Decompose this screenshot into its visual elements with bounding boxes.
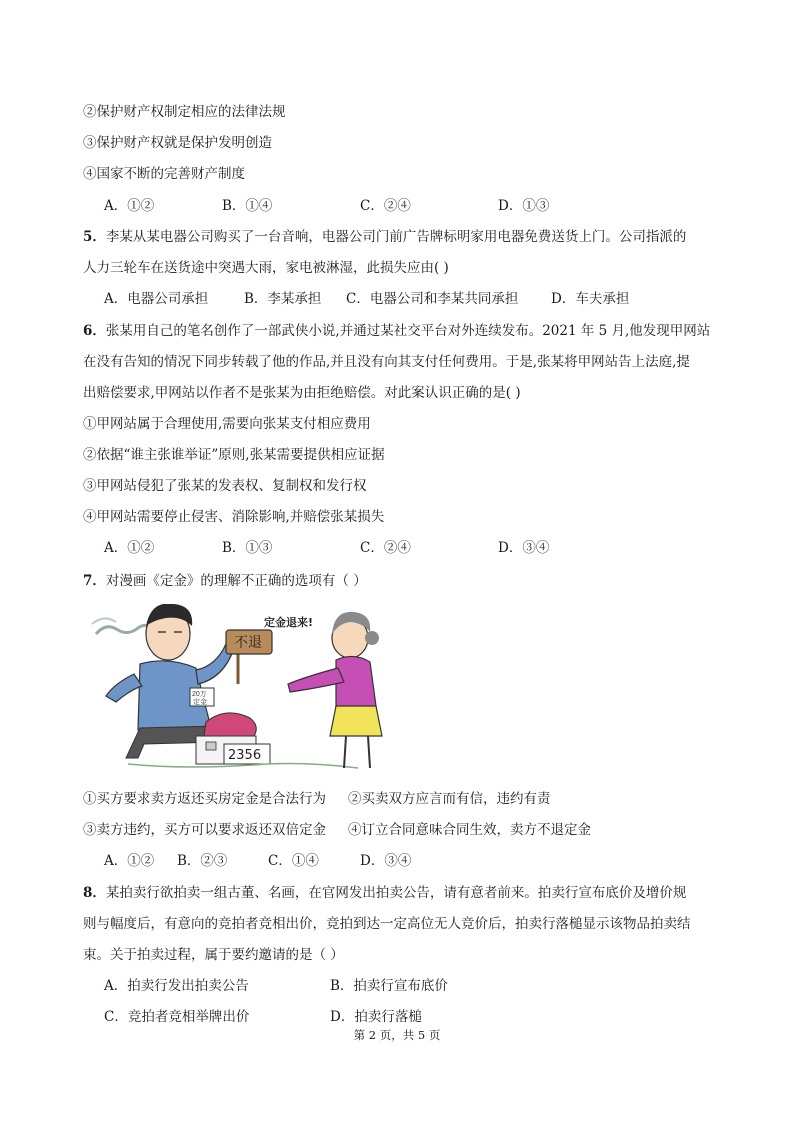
sign-text: 不退 bbox=[234, 635, 262, 651]
q6-option-a: A．①② bbox=[104, 540, 155, 556]
q6-option-c: C．②④ bbox=[360, 540, 411, 556]
question-8-line-3: 束。关于拍卖过程，属于要约邀请的是（ ） bbox=[83, 947, 344, 963]
q6-option-b: B．①③ bbox=[222, 540, 273, 556]
page-footer: 第 2 页，共 5 页 bbox=[353, 1028, 441, 1042]
q7-item-2: ②买卖双方应言而有信，违约有责 bbox=[348, 791, 551, 807]
badge-text-2: 定金 bbox=[193, 699, 207, 706]
question-7-number: 7． bbox=[83, 573, 106, 589]
q7-option-b: B．②③ bbox=[177, 853, 228, 869]
cushion bbox=[204, 713, 256, 736]
q7-option-a: A．①② bbox=[104, 853, 155, 869]
prev-option-d: D．①③ bbox=[498, 198, 550, 214]
box-label-text: 2356 bbox=[228, 748, 262, 763]
q7-items-row-2 bbox=[83, 821, 591, 839]
question-5-number: 5． bbox=[83, 229, 106, 245]
q6-option-d: D．③④ bbox=[498, 540, 550, 556]
smoke-icon bbox=[96, 625, 154, 634]
q7-item-4: ④订立合同意味合同生效，卖方不退定金 bbox=[348, 822, 591, 838]
question-8-line-1 bbox=[83, 884, 686, 902]
q7-items-row-1 bbox=[83, 790, 551, 808]
q8-option-a: A．拍卖行发出拍卖公告 bbox=[104, 978, 249, 994]
question-6-text-1: 张某用自己的笔名创作了一部武侠小说,并通过某社交平台对外连续发布。2021 年 5 月,他发现甲网站 bbox=[105, 323, 711, 339]
q5-option-c: C．电器公司和李某共同承担 bbox=[346, 291, 519, 307]
q5-option-d: D．车夫承担 bbox=[551, 291, 630, 307]
q7-item-3: ③卖方违约，买方可以要求返还双倍定金 bbox=[83, 822, 326, 838]
q5-option-a: A．电器公司承担 bbox=[104, 291, 209, 307]
question-6-line-2: 在没有告知的情况下同步转载了他的作品,并且没有向其支付任何费用。于是,张某将甲网站告上法庭,提 bbox=[83, 354, 690, 370]
question-6-line-3: 出赔偿要求,甲网站以作者不是张某为由拒绝赔偿。对此案认识正确的是( ) bbox=[83, 385, 521, 401]
q6-item-2: ②依据“谁主张谁举证”原则,张某需要提供相应证据 bbox=[83, 447, 385, 463]
q6-item-1: ①甲网站属于合理使用,需要向张某支付相应费用 bbox=[83, 416, 371, 432]
prev-item-3: ③保护财产权就是保护发明创造 bbox=[83, 135, 272, 151]
question-6-number: 6． bbox=[83, 323, 106, 339]
question-8-number: 8． bbox=[83, 885, 106, 901]
question-6-line-1 bbox=[83, 322, 710, 340]
q6-item-3: ③甲网站侵犯了张某的发表权、复制权和发行权 bbox=[83, 478, 367, 494]
prev-option-b: B．①④ bbox=[222, 198, 273, 214]
question-8-text-1: 某拍卖行欲拍卖一组古董、名画，在官网发出拍卖公告，请有意者前来。拍卖行宣布底价及增价规 bbox=[105, 885, 687, 901]
q7-option-d: D．③④ bbox=[360, 853, 412, 869]
question-5-line-2: 人力三轮车在送货途中突遇大雨，家电被淋湿，此损失应由( ) bbox=[83, 260, 449, 276]
q8-option-d: D．拍卖行落槌 bbox=[330, 1009, 422, 1025]
q8-option-b: B．拍卖行宣布底价 bbox=[330, 978, 448, 994]
q7-item-1: ①买方要求卖方返还买房定金是合法行为 bbox=[83, 791, 326, 807]
question-7-text-1: 对漫画《定金》的理解不正确的选项有（ ） bbox=[105, 573, 367, 589]
q6-item-4: ④甲网站需要停止侵害、消除影响,并赔偿张某损失 bbox=[83, 509, 385, 525]
question-5-text-1: 李某从某电器公司购买了一台音响，电器公司门前广告牌标明家用电器免费送货上门。公司指派的 bbox=[105, 229, 687, 245]
woman-skirt bbox=[330, 706, 382, 736]
prev-item-2: ②保护财产权制定相应的法律法规 bbox=[83, 104, 286, 120]
question-8-line-2: 则与幅度后，有意向的竞拍者竞相出价，竞拍到达一定高位无人竞价后，拍卖行落槌显示该物品拍卖结 bbox=[83, 916, 691, 932]
question-5-line-1 bbox=[83, 228, 686, 246]
prev-option-a: A．①② bbox=[104, 198, 155, 214]
q5-option-b: B．李某承担 bbox=[244, 291, 322, 307]
q8-option-c: C．竞拍者竞相举牌出价 bbox=[104, 1009, 250, 1025]
badge-text-1: 20万 bbox=[192, 691, 207, 698]
cartoon-deposit bbox=[88, 604, 418, 774]
prev-option-c: C．②④ bbox=[360, 198, 411, 214]
speech-text: 定金退来! bbox=[264, 616, 314, 629]
prev-item-4: ④国家不断的完善财产制度 bbox=[83, 166, 245, 182]
q7-option-c: C．①④ bbox=[268, 853, 319, 869]
question-7-line-1 bbox=[83, 572, 367, 590]
